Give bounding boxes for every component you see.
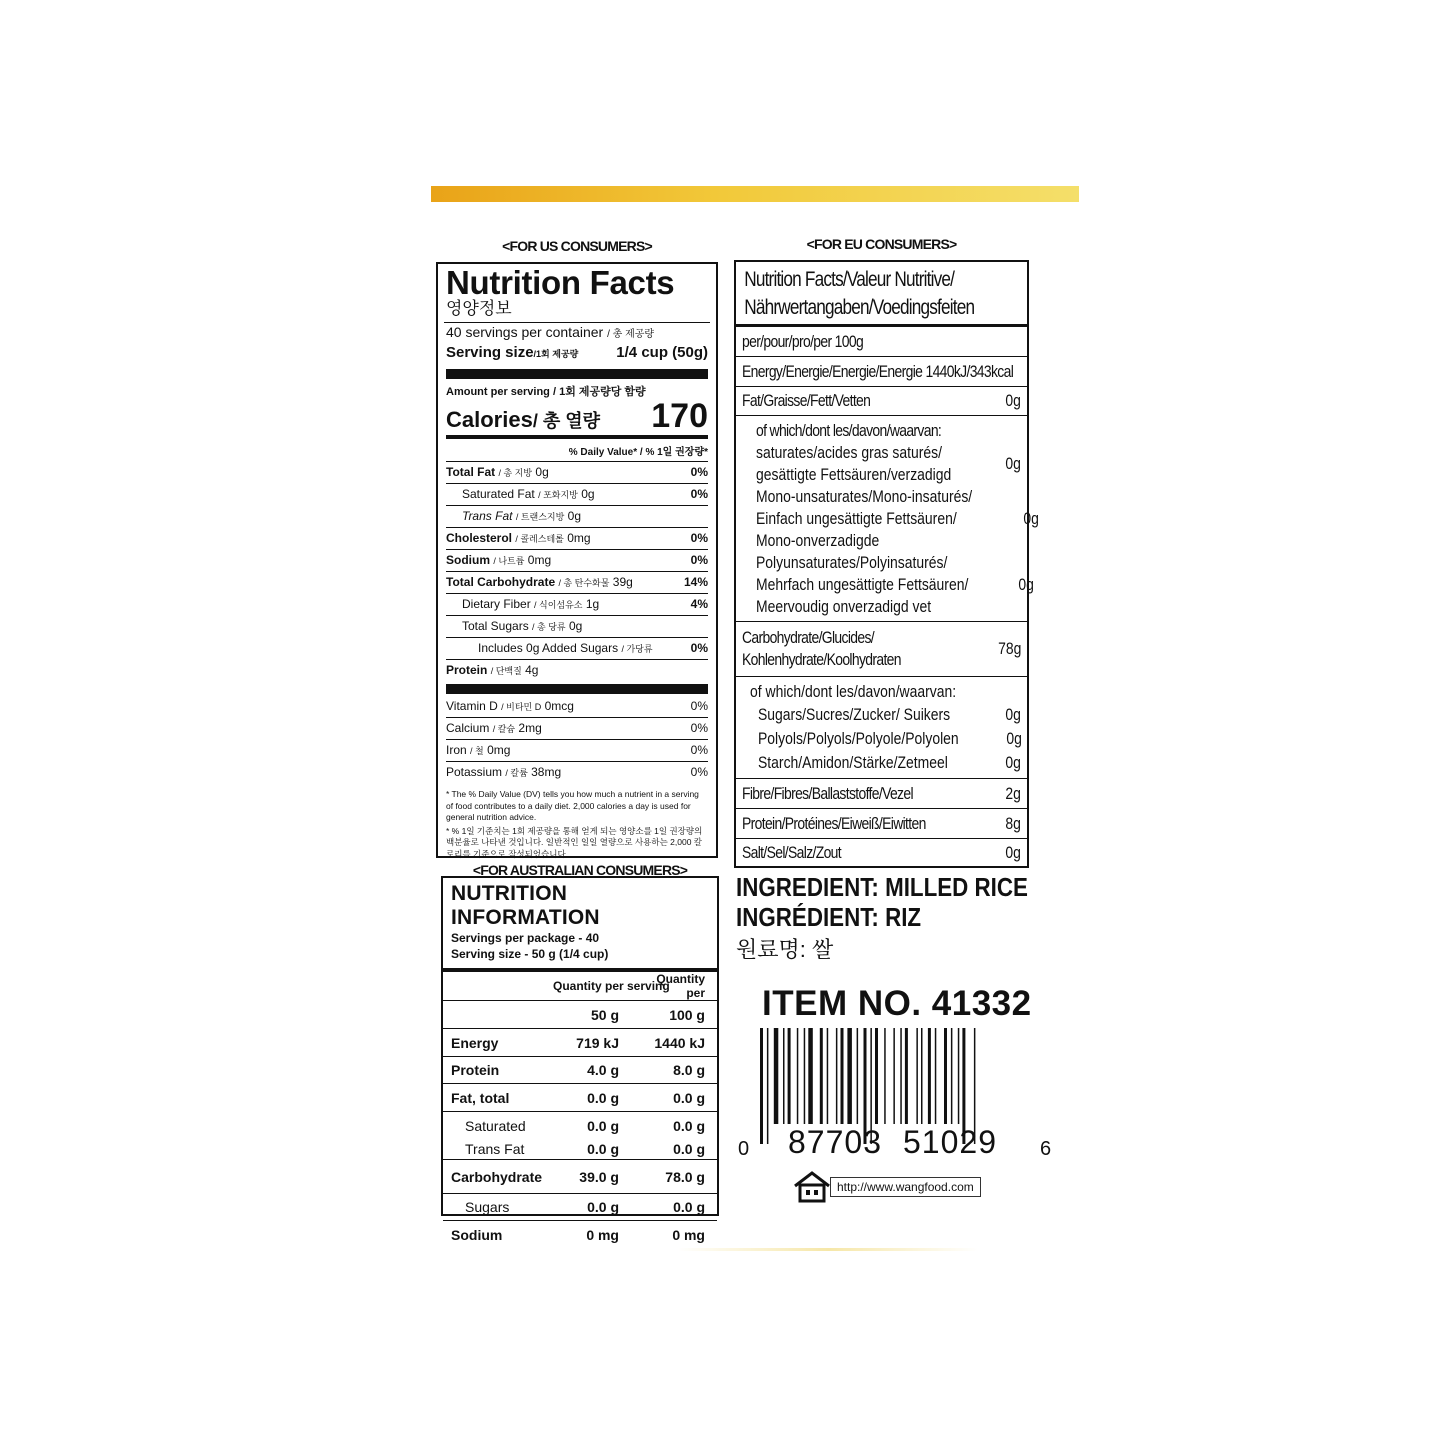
us-nutrient-row: Protein / 단백질 4g (446, 663, 539, 677)
us-nutrient-row: Total Sugars / 총 당류 0g (446, 616, 708, 638)
barcode-bar (944, 1028, 947, 1124)
us-nutrient-row: Total Fat / 총 지방 0g 0% (446, 462, 708, 484)
eu-fat-breakdown: of which/dont les/davon/waarvan: saturates/acides gras saturés/ gesättigte Fettsäuren/verzadigd 0g Mono-unsaturates/Mono-insaturés/ Einfach ungesättigte Fettsäuren/ Mono-onverzadigde 0g Polyunsaturates/Polyinsaturés/ Mehrfach ungesättigte Fettsäuren/ Meervoudig onverzadigd vet 0g (736, 415, 1027, 621)
eu-polyols: Polyols/Polyols/Polyole/Polyolen 0g (758, 729, 1022, 748)
barcode-bar (905, 1028, 908, 1124)
us-servings-per-container: 40 servings per container / 총 제공량 (446, 324, 655, 340)
eu-salt: Salt/Sel/Salz/Zout 0g (736, 838, 1027, 866)
au-nutrition-panel (441, 876, 719, 1243)
barcode-bar (808, 1028, 813, 1124)
au-serving-size: Serving size - 50 g (1/4 cup) (451, 947, 609, 961)
au-nutrient-row: Protein 4.0 g 8.0 g (443, 1056, 717, 1083)
ingredients-block (736, 872, 1028, 932)
us-amount-per-serving: Amount per serving / 1회 제공량당 함량 (446, 386, 646, 398)
au-consumers-header: <FOR AUSTRALIAN CONSUMERS> (472, 862, 688, 878)
au-nutrient-row: Energy 719 kJ 1440 kJ (443, 1028, 717, 1056)
top-yellow-bar (431, 186, 1079, 202)
barcode-last-digit: 6 (1040, 1138, 1052, 1160)
barcode-bar (847, 1028, 852, 1124)
eu-title: Nutrition Facts/Valeur Nutritive/ Nährwertangaben/Voedingsfeiten (744, 268, 975, 319)
barcode-bar (900, 1028, 902, 1124)
eu-consumers-header: <FOR EU CONSUMERS> (806, 236, 957, 252)
eu-saturates: saturates/acides gras saturés/ gesättigte Fettsäuren/verzadigd 0g (756, 443, 1021, 484)
barcode-bar (797, 1028, 799, 1124)
us-title: Nutrition Facts (446, 264, 675, 301)
us-title-korean: 영양정보 (446, 299, 512, 318)
barcode-bar (893, 1028, 895, 1124)
barcode-bar (841, 1028, 844, 1124)
ingredient-fr: INGRÉDIENT: RIZ (736, 902, 922, 932)
barcode-first-digit: 0 (738, 1138, 750, 1160)
barcode-bar (921, 1028, 923, 1124)
au-nutrient-row: Sodium 0 mg 0 mg (443, 1220, 717, 1248)
ingredient-ko: 원료명: 쌀 (736, 937, 834, 962)
barcode-bar (827, 1028, 829, 1124)
eu-protein: Protein/Protéines/Eiweiß/Eiwitten 8g (736, 808, 1027, 838)
eu-mono-unsaturates: Mono-unsaturates/Mono-insaturés/ Einfach ungesättigte Fettsäuren/ Mono-onverzadigde 0g (756, 487, 1039, 550)
au-nutrient-row: Saturated 0.0 g 0.0 g (443, 1111, 717, 1139)
us-consumers-header: <FOR US CONSUMERS> (502, 238, 652, 254)
us-nutrient-row: Cholesterol / 콜레스테롤 0mg 0% (446, 528, 708, 550)
house-icon (792, 1170, 832, 1204)
eu-nutrition-panel (734, 260, 1039, 868)
us-footnote-ko: * % 1일 기준치는 1회 제공량을 통해 얻게 되는 영양소를 1일 권장량의 백분율로 나타낸 것입니다. 일반적인 일일 열량으로 사용하는 2,000 칼로리를 기준으로 작성되었습니다. (446, 825, 703, 859)
us-calories: Calories/ 총 열량 170 (446, 397, 708, 435)
au-column-headers: Quantity per serving Quantity per (553, 972, 705, 1000)
au-nutrient-row: Sugars 0.0 g 0.0 g (443, 1193, 717, 1220)
us-vitamin-row: Calcium / 칼슘 2mg 0% (446, 718, 708, 740)
barcode-bar (804, 1028, 806, 1124)
us-vitamin-rows (446, 696, 708, 783)
barcode-bar (820, 1028, 823, 1124)
ingredient-en: INGREDIENT: MILLED RICE (736, 872, 1028, 902)
us-nutrient-row: Trans Fat / 트랜스지방 0g (446, 506, 708, 528)
au-title: NUTRITION INFORMATION (451, 882, 600, 929)
barcode-bar (857, 1028, 859, 1124)
eu-carbohydrate: Carbohydrate/Glucides/ Kohlenhydrate/Koolhydraten 78g (736, 621, 1027, 676)
item-number: ITEM NO. 41332 (762, 984, 1032, 1023)
us-nutrient-row: Saturated Fat / 포화지방 0g 0% (446, 484, 708, 506)
barcode-bar (783, 1028, 785, 1124)
eu-fibre: Fibre/Fibres/Ballaststoffe/Vezel 2g (736, 778, 1027, 808)
website-badge (792, 1170, 981, 1204)
us-vitamin-row: Potassium / 칼륨 38mg 0% (446, 765, 708, 779)
au-nutrient-row: Fat, total 0.0 g 0.0 g (443, 1083, 717, 1111)
barcode-bar (951, 1028, 953, 1124)
barcode-bar (875, 1028, 878, 1124)
barcode-bar (774, 1028, 779, 1124)
us-nutrient-row: Includes 0g Added Sugars / 가당류 0% (446, 638, 708, 660)
au-nutrient-row: Carbohydrate 39.0 g 78.0 g (443, 1159, 717, 1193)
us-nutrition-facts-panel (436, 262, 718, 858)
eu-energy: Energy/Energie/Energie/Energie 1440kJ/343kcal (736, 356, 1027, 386)
website-url[interactable]: http://www.wangfood.com (830, 1177, 981, 1197)
barcode-bar (884, 1028, 886, 1124)
us-footnote-en: * The % Daily Value (DV) tells you how much a nutrient in a serving of food contributes to a daily diet. 2,000 calories a day is used for general nutrition advice. (446, 789, 699, 822)
us-nutrient-row: Dietary Fiber / 식이섬유소 1g 4% (446, 594, 708, 616)
eu-starch: Starch/Amidon/Stärke/Zetmeel 0g (758, 753, 1021, 772)
barcode-bar (958, 1028, 960, 1124)
us-nutrient-rows (446, 462, 708, 681)
us-vitamin-row: Iron / 철 0mg 0% (446, 740, 708, 762)
au-column-units: 50 g 100 g (443, 1000, 717, 1028)
barcode-bar (788, 1028, 791, 1124)
eu-per-100g: per/pour/pro/per 100g (742, 331, 864, 351)
us-daily-value-header: % Daily Value* / % 1일 권장량* (446, 443, 708, 462)
us-vitamin-row: Vitamin D / 비타민 D 0mcg 0% (446, 696, 708, 718)
barcode-bar (916, 1028, 918, 1124)
eu-carb-breakdown: of which/dont les/davon/waarvan: Sugars/Sucres/Zucker/ Suikers 0g Polyols/Polyols/Polyole/Polyolen 0g Starch/Amidon/Stärke/Zetmeel 0g (736, 676, 1027, 778)
us-serving-size: Serving size/1회 제공량 1/4 cup (50g) (446, 344, 708, 361)
barcode-bar (836, 1028, 838, 1124)
barcode-bar (767, 1028, 769, 1144)
eu-sugars: Sugars/Sucres/Zucker/ Suikers 0g (758, 705, 1021, 724)
barcode-bar (928, 1028, 931, 1124)
bottom-yellow-line (678, 1248, 978, 1251)
barcode-bar (935, 1028, 937, 1124)
eu-polyunsaturates: Polyunsaturates/Polyinsaturés/ Mehrfach ungesättigte Fettsäuren/ Meervoudig onverzadigd vet 0g (756, 553, 1034, 616)
barcode-bar (760, 1028, 763, 1144)
us-nutrient-row: Sodium / 나트륨 0mg 0% (446, 550, 708, 572)
eu-fat: Fat/Graisse/Fett/Vetten 0g (736, 386, 1027, 415)
au-nutrient-row: Trans Fat 0.0 g 0.0 g (465, 1141, 705, 1157)
au-servings: Servings per package - 40 (451, 931, 600, 945)
au-nutrient-rows (443, 1028, 717, 1248)
us-nutrient-row: Total Carbohydrate / 총 탄수화물 39g 14% (446, 572, 708, 594)
barcode-left-digits: 87703 (788, 1124, 882, 1160)
barcode-right-digits: 51029 (903, 1124, 997, 1160)
